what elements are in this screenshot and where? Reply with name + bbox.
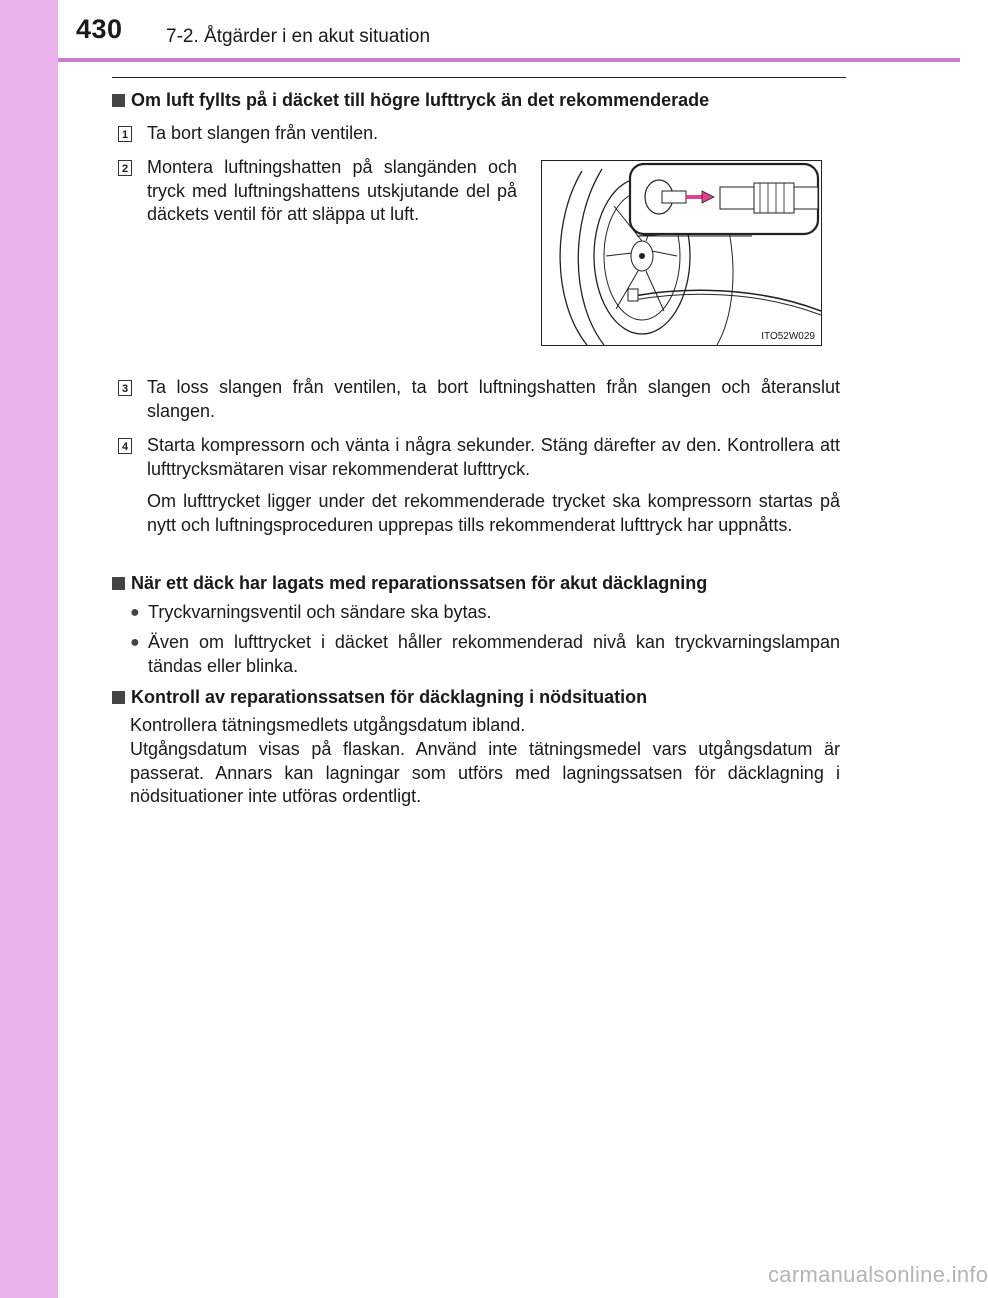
section2-heading: När ett däck har lagats med reparationssatsen för akut däcklagning	[112, 573, 707, 594]
header-rule	[58, 58, 960, 62]
section3-heading: Kontroll av reparationssatsen för däcklagning i nödsituation	[112, 687, 647, 708]
page-side-strip	[0, 0, 58, 1298]
step-4-note: Om lufttrycket ligger under det rekommenderade trycket ska kompressorn startas på nytt och luftningsproceduren upprepas tills rekommenderat lufttryck har uppnåtts.	[147, 491, 840, 535]
tire-illustration-svg	[542, 161, 821, 345]
square-bullet-icon	[112, 577, 125, 590]
section3-line2: Utgångsdatum visas på flaskan. Använd inte tätningsmedel vars utgångsdatum är passerat. Annars kan lagningar som utförs med lagningssatsen för däcklagning i nödsituationer inte utföras ordentligt.	[130, 739, 840, 806]
step-number: 1	[118, 126, 132, 142]
tire-valve-illustration	[541, 160, 822, 346]
divider	[112, 77, 846, 78]
section3-line1: Kontrollera tätningsmedlets utgångsdatum ibland.	[130, 715, 526, 735]
round-bullet-icon: ●	[130, 604, 140, 621]
step-1-text: Ta bort slangen från ventilen.	[147, 123, 379, 143]
step-number: 3	[118, 380, 132, 396]
bullet-text: Även om lufttrycket i däcket håller rekommenderad nivå kan tryckvarningslampan tändas eller blinka.	[148, 632, 840, 676]
step-3-text: Ta loss slangen från ventilen, ta bort luftningshatten från slangen och återanslut slangen.	[147, 377, 840, 421]
round-bullet-icon: ●	[130, 634, 140, 651]
page-number: 430	[76, 14, 123, 44]
section-title: 7-2. Åtgärder i en akut situation	[166, 26, 431, 47]
step-2-text: Montera luftningshatten på slangänden och tryck med luftningshattens utskjutande del på däckets ventil för att släppa ut luft.	[147, 157, 517, 224]
square-bullet-icon	[112, 691, 125, 704]
figure-code: ITO52W029	[761, 331, 815, 342]
bullet-text: Tryckvarningsventil och sändare ska bytas.	[148, 602, 492, 622]
section1-heading: Om luft fyllts på i däcket till högre lufttryck än det rekommenderade	[112, 90, 709, 111]
step-number: 2	[118, 160, 132, 176]
step-4-text: Starta kompressorn och vänta i några sekunder. Stäng därefter av den. Kontrollera att lufttrycksmätaren visar rekommenderat lufttryck.	[147, 435, 840, 479]
watermark: carmanualsonline.info	[768, 1262, 988, 1287]
step-number: 4	[118, 438, 132, 454]
square-bullet-icon	[112, 94, 125, 107]
